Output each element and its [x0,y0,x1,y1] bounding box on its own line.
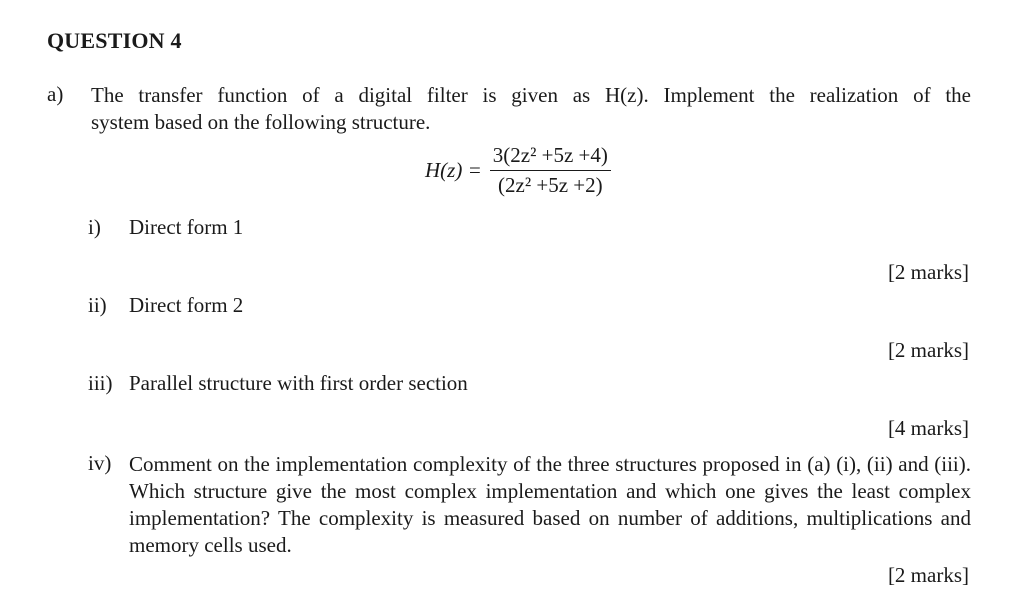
item-iv-text: Comment on the implementation complexity of the three structures proposed in (a) (i), (ii) and (iii). Which structure give the most complex implementation and which one gives the least complex implementation? The complexity is measured based on number of additions, multiplications and memory cells used. [129,452,971,557]
formula-denominator: (2z² +5z +2) [498,173,603,197]
item-ii-marks: [2 marks] [887,338,969,362]
item-iii-number: iii) [88,371,113,395]
transfer-function-formula [425,143,611,198]
question-title: QUESTION 4 [47,28,182,53]
part-a-intro [91,82,971,136]
item-i-number: i) [88,215,101,239]
part-a-intro-line1: The transfer function of a digital filter is given as H(z). Implement the realization of the [91,83,971,107]
formula-fraction [490,143,611,198]
formula-lhs: H(z) = [425,158,482,182]
item-i-marks: [2 marks] [887,260,969,284]
item-ii-number: ii) [88,293,107,317]
formula-numerator: 3(2z² +5z +4) [490,143,611,171]
item-iii-text: Parallel structure with first order section [129,371,468,395]
item-ii-text: Direct form 2 [129,293,244,317]
part-a-label: a) [47,82,64,106]
part-a-intro-line2: system based on the following structure. [91,110,431,134]
item-iv-marks: [2 marks] [887,563,969,587]
item-iv-number: iv) [88,451,112,475]
item-i-text: Direct form 1 [129,215,244,239]
item-iii-marks: [4 marks] [887,416,969,440]
